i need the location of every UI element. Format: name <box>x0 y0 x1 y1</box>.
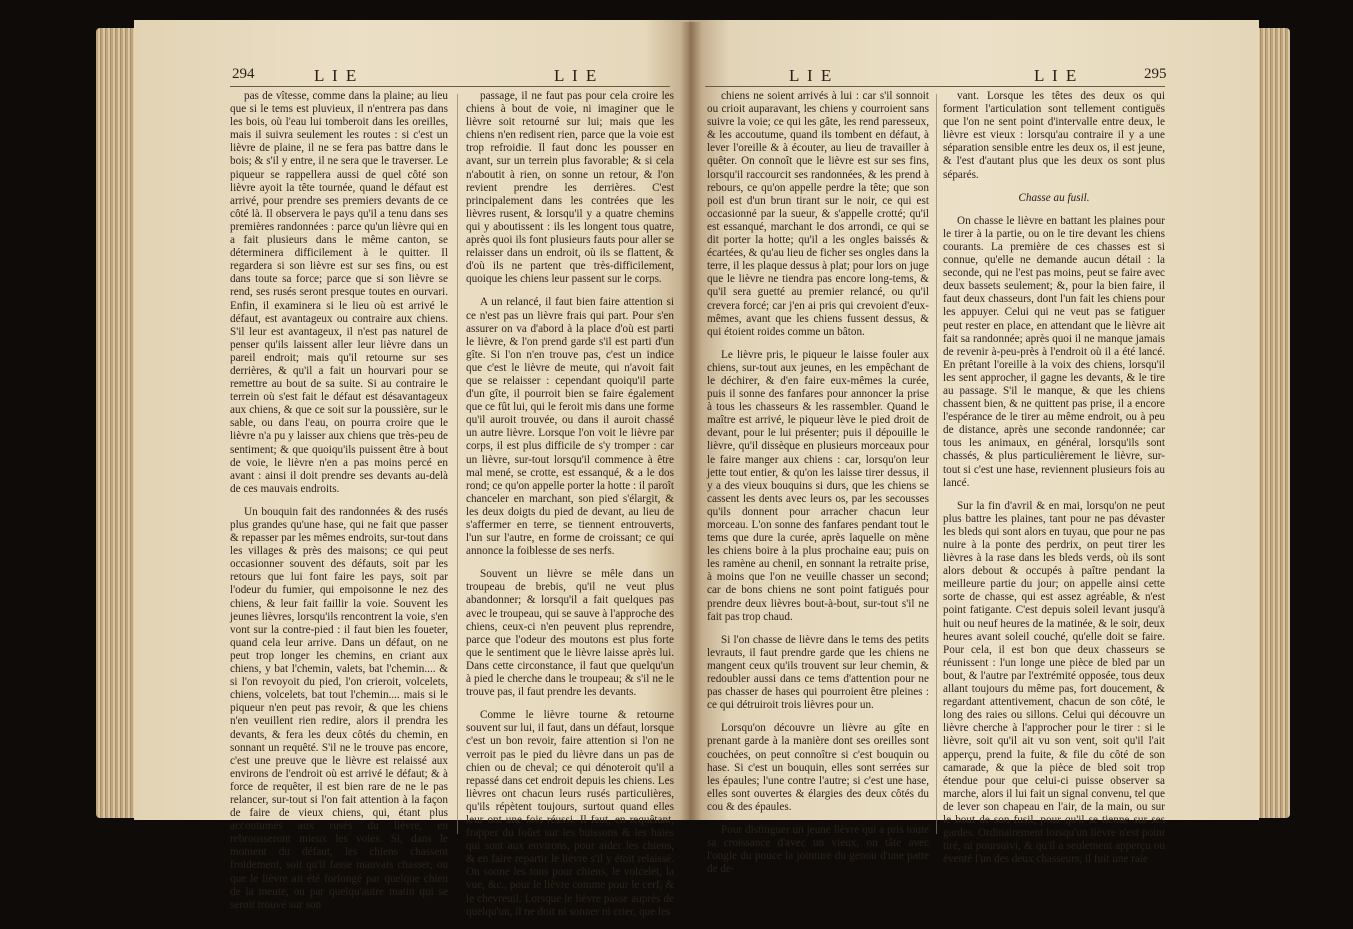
left-page-number: 294 <box>232 66 255 82</box>
right-page-header-col1: L I E <box>789 66 834 85</box>
paragraph: chiens ne soient arrivés à lui : car s'il sonnoit ou crioit auparavant, les chiens y courroient sans suivre la voie; ce qui les gâte, les rend paresseux, & les accoutume, quand ils tombent en défaut, à lever l'oreille & à écouter, au lieu de travailler à quêter. On connoît que le lièvre est sur ses fins, lorsqu'il raccourcit ses randonnées, & les prend à rebours, ce qu'on appelle perdre la tête; que son poil est d'un brun tirant sur le noir, ce qui est occasionné par la sueur, & s'appelle crotté; qu'il est essanqué, marchant le dos arrondi, ce qui se dit porter la hotte; qu'il a les ongles baissés & écartées, & qu'au lieu de ficher ses ongles dans la terre, il les plaque dessus à plat; pour lors on juge que le lièvre ne tiendra pas encore long-tems, & qu'il sera guetté au premier relancé, ou qu'il crevera forcé; car j'en ai pris qui crevoient d'eux-mêmes, avant que les chiens fussent dessus, & qui étoient roides comme un bâton. <box>707 90 929 338</box>
left-column-divider <box>457 94 458 834</box>
right-page-number: 295 <box>1144 66 1167 82</box>
right-header-rule <box>705 86 1165 87</box>
paragraph: Si l'on chasse de lièvre dans le tems des petits levrauts, il faut prendre garde que les chiens ne mangent ceux qu'ils trouvent sur leur chemin, & redoubler aussi dans ce tems d'attention pour ne pas chasser de hases qui pourroient être pleines : ce qui détruiroit trois lièvres pour un. <box>707 633 929 712</box>
right-page-edges <box>1256 28 1290 818</box>
left-page-header-col1: L I E <box>314 66 359 85</box>
paragraph: Le lièvre pris, le piqueur le laisse fouler aux chiens, sur-tout aux jeunes, en les empêchant de le déchirer, & d'en faire eux-mêmes la curée, puis il sonne des fanfares pour annoncer la prise à tous les chasseurs & les rassembler. Quand le maître est arrivé, le piqueur lève le pied droit de devant, pour le lui présenter; puis il dépouille le lièvre, qu'il dissèque en plusieurs morceaux pour le faire manger aux chiens : car, lorsqu'on leur jette tout entier, & qu'on les laisse tirer dessus, il y a des vieux bouquins si durs, que les chiens se cassent les dents avec leurs os, par les secousses qu'ils donnent pour arracher chacun leur morceau. L'on sonne des fanfares pendant tout le tems que dure la curée, après laquelle on mène les chiens boire à la plus prochaine eau; puis on les ramène au chenil, en sonnant la retraite prise, à moins que l'on ne veuille chasser un second; car de bons chiens ne sont point fatigués pour prendre deux lièvres bout-à-bout, sur-tout s'il ne fait pas trop chaud. <box>707 348 929 623</box>
paragraph: Un bouquin fait des randonnées & des rusés plus grandes qu'une hase, qui ne fait que passer & repasser par les mêmes endroits, sur-tout dans les villages & près des maisons; ce qui peut occasionner souvent des défauts, soit par les retours que lui font faire les pays, soit par l'odeur du fumier, qui empoisonne le nez des chiens, & leur fait faillir la voie. Souvent les jeunes lièvres, lorsqu'ils rencontrent la voie, s'en vont sur la contre-pied : il faut bien les foueter, quand cela leur arrive. Dans un défaut, on ne peut trop longer les chemins, en criant aux chiens, y bat l'chemin, valets, bat l'chemin.... & si l'on revoyoit du pied, l'on crieroit, volcelets, chiens, volcelets, bat tout l'chemin.... mais si le piqueur n'en peut pas revoir, & que les chiens n'en veuillent rien redire, alors il prendra les devants, & fera les deux côtés du chemin, en sonnant un requêté. S'il ne le trouve pas encore, c'est une preuve que le lièvre est relaissé aux environs de l'endroit où est arrivé le défaut; & à force de requêter, il est bien rare de ne le pas relancer, sur-tout si l'on fait attention à la façon de faire de vieux chiens, qui, étant plus accoutumés aux rusés du lièvre, en rebrousseront mieux les voies. Si, dans le moment du défaut, les chiens chassent froidement, soit qu'il fasse mauvais chasser, ou que le lièvre ait été forlongé par quelque chien de la meute, ou par quelqu'autre matin qui se seroit trouvé sur son <box>230 505 448 911</box>
right-page-header-col2: L I E <box>1034 66 1079 85</box>
paragraph: passage, il ne faut pas pour cela croire les chiens à bout de voie, ni imaginer que le lièvre soit retourné sur lui; mais que les chiens n'en redisent rien, parce que la voie est trop refroidie. Il faut donc les pousser en avant, sur un terrein plus favorable; & si cela n'aboutit à rien, on sonne un retour, & l'on revient prendre les derrières. C'est principalement dans les contrées que les lièvres rusent, & lorsqu'il y a quatre chemins qui y aboutissent : ils les longent tous quatre, après quoi ils font plusieurs fauts pour aller se relaisser dans un endroit, où ils se flattent, & d'où ils ne partent que très-difficilement, quoique les chiens leur passent sur le corps. <box>466 90 674 286</box>
paragraph: Lorsqu'on découvre un lièvre au gîte en prenant garde à la manière dont ses oreilles sont couchées, on peut connoître si c'est bouquin ou hase. Si c'est un bouquin, elles sont serrées sur les épaules; l'une contre l'autre; si c'est une hase, elles sont ouvertes & élargies des deux côtés du cou & des épaules. <box>707 722 929 813</box>
left-header-rule <box>230 86 670 87</box>
paragraph: vant. Lorsque les têtes des deux os qui forment l'articulation sont tellement contiguës que l'on ne sent point d'intervalle entre deux, le lièvre est vieux : lorsqu'au contraire il y a une séparation sensible entre les deux os, il est jeune, & l'est d'autant plus que les deux os sont plus séparés. <box>943 90 1165 181</box>
right-column-2 <box>943 90 1165 876</box>
paragraph: Sur la fin d'avril & en mai, lorsqu'on ne peut plus battre les plaines, tant pour ne pas dévaster les bleds qui sont alors en tuyau, que pour ne pas nuire à la ponte des perdrix, on peut tirer les lièvres à la rase dans les bleds verds, où ils sont alors debout & occupés à paître pendant la meilleure partie du jour; on appelle ainsi cette sorte de chasse, qui est assez agréable, & n'est point fatigante. C'est depuis soleil levant jusqu'à huit ou neuf heures de la matinée, & le soir, deux heures avant soleil couché, qu'elle doit se faire. Pour cela, il est bon que deux chasseurs se réunissent : l'un longe une pièce de bled par un bout, & l'autre par l'extrémité opposée, tous deux allant toujours du même pas, fort doucement, & regardant attentivement, chacun de son côté, le long des raies ou sillons. Celui qui découvre un lièvre cherche à l'approcher pour le tirer : si le lièvre, soit qu'il ait vu son vent, soit qu'il l'ait apperçu, prend la fuite, & file du côté de son camarade, & que la pièce de bled soit trop étendue pour que celui-ci puisse observer sa marche, alors il lui fait un signal convenu, tel que de lever son chapeau en l'air, de la main, ou sur le bout de son fusil, pour qu'il se tienne sur ses gardes. Ordinairement lorsqu'un lièvre n'est point tiré, ni poursuivi, & qu'il a seulement apperçu ou éventé l'un des deux chasseurs, il fuit une raie <box>943 499 1165 866</box>
paragraph: A un relancé, il faut bien faire attention si ce n'est pas un lièvre frais qui part. Pour s'en assurer on va d'abord à la place d'où est parti le lièvre, & l'on prend garde s'il est parti d'un gîte. Si l'on n'en trouve pas, c'est un indice que c'est le lièvre de meute, qui n'avoit fait que se relaisser : cependant quoiqu'il parte d'un gîte, il pourroit bien se faire également que ce fût lui, qui le feroit mis dans une forme qu'il auroit trouvée, ou dans il auroit chassé un autre lièvre. Lorsque l'on voit le lièvre par corps, il est plus difficile de s'y tromper : car un lièvre, sur-tout lorsqu'il commence à être mal mené, se crotte, est essanqué, & a le dos rond; ce qu'on appelle porter la hotte : il paroît chanceler en marchant, son pied s'élargit, & les deux doigts du pied de devant, au lieu de s'affermer en terre, se tiennent entrouverts, l'un sur l'autre, en forme de croissant; ce qui annonce la foiblesse de ses nerfs. <box>466 296 674 558</box>
paragraph: Comme le lièvre tourne & retourne souvent sur lui, il faut, dans un défaut, lorsque c'est un bon revoir, faire attention si l'on ne verroit pas le pied du lièvre dans un pas de chien ou de cheval; ce qui dénoteroit qu'il a repassé dans cet endroit depuis les chiens. Les lièvres ont chacun leurs rusés particulières, qu'ils répètent toujours, surtout quand elles leur ont une fois réussi. Il faut, en requêtant, frapper du foûet sur les buissons & les haies qui sont aux environs, pour aider les chiens, & en faire repartir le lièvre s'il y étoit relaissé. On sonne les tons pour chiens, le volcelet, la vue, &c., pour le lièvre comme pour le cerf, & le chevreuil. Lorsque le lièvre passe auprès de quelqu'un, il ne doit ni sonner ni crier, que les <box>466 709 674 918</box>
left-column-1 <box>230 90 448 922</box>
left-page-edges <box>96 28 138 818</box>
paragraph: On chasse le lièvre en battant les plaines pour le tirer à la partie, ou on le tire devant les chiens courants. La première de ces chasses est si connue, qu'elle ne demande aucun détail : la seconde, qui ne l'est pas moins, peut se faire avec deux bassets seulement; &, pour la bien faire, il faut deux chasseurs, dont l'un fait les chiens pour les appuyer. Celui qui ne veut pas se fatiguer peut rester en place, en attendant que le lièvre ait fait sa randonnée; après quoi il ne manque jamais de revenir à-peu-près à l'endroit où il a été lancé. En prêtant l'oreille à la voix des chiens, lorsqu'il les sent approcher, il gagne les devants, & le tire au passage. S'il le manque, & que les chiens chassent bien, & ne quittent pas prise, il a encore l'espérance de le tirer au même endroit, ou à peu de distance, après une seconde randonnée; car tous les animaux, en général, lorsqu'ils sont chassés, & plus particulièrement le lièvre, sur-tout si c'est une hase, reviennent plusieurs fois au lancé. <box>943 214 1165 489</box>
right-column-divider <box>936 94 937 834</box>
book-gutter <box>680 22 702 820</box>
left-column-2 <box>466 90 674 929</box>
section-subtitle: Chasse au fusil. <box>1018 191 1090 204</box>
paragraph: Souvent un lièvre se mêle dans un troupeau de brebis, qu'il ne veut plus abandonner; & lorsqu'il a fait quelques pas avec le troupeau, qui se sauve à l'approche des chiens, ceux-ci n'en peuvent plus reprendre, parce que l'odeur des moutons est plus forte que le sentiment que le lièvre laisse après lui. Dans cette circonstance, il faut que quelqu'un à pied le cherche dans le troupeau; & s'il ne le trouve pas, il faut prendre les devants. <box>466 568 674 699</box>
right-page <box>689 20 1259 876</box>
left-page <box>134 20 689 918</box>
paragraph: Pour distinguer un jeune lièvre qui a pris toute sa croissance d'avec un vieux, on tâte avec l'ongle du pouce la jointure du genou d'une patte de de- <box>707 823 929 876</box>
right-column-1 <box>707 90 929 886</box>
left-page-header-col2: L I E <box>554 66 599 85</box>
paragraph: pas de vîtesse, comme dans la plaine; au lieu que si le tems est pluvieux, il n'entrera pas dans les bois, où l'eau lui tomberoit dans les oreilles, mais il suivra seulement les routes : si c'est un lièvre de plaine, il ne se fera pas battre dans le bois; & s'il y entre, il ne sera que le traverser. Le piqueur se rappellera aussi de quel côté son lièvre ayoit la tête tournée, quand le défaut est arrivé, pour prendre ses premiers devants de ce côté là. Il observera le pays qu'il a tenu dans ses premières randonnées : parce qu'un lièvre qui en a fait plusieurs dans le même canton, se déterminera difficilement à le quitter. Il regardera si son lièvre est sur ses fins, ou est dans toute sa force; parce que si son lièvre se rend, ses rusés seront presque toutes en ourvari. Enfin, il examinera si le lieu où est arrivé le défaut, est avantageux ou contraire aux chiens. S'il leur est avantageux, il n'est pas naturel de penser qu'ils laissent aller leur lièvre dans un pareil endroit; mais qu'il retourne sur ses derrières, & qu'il a fait un hourvari pour se remettre au bout de sa suite. Si au contraire le terrein où s'est fait le défaut est désavantageux aux chiens, & que ce soit sur la poussière, sur le sable, ou dans l'eau, on pourra croire que le lièvre n'a pu y laisser aux chiens que très-peu de sentiment; & que quoiqu'ils puissent être à bout de voie, le lièvre n'en a pas moins percé en avant : ainsi il doit prendre ses devants au-delà de ces mauvais endroits. <box>230 90 448 495</box>
